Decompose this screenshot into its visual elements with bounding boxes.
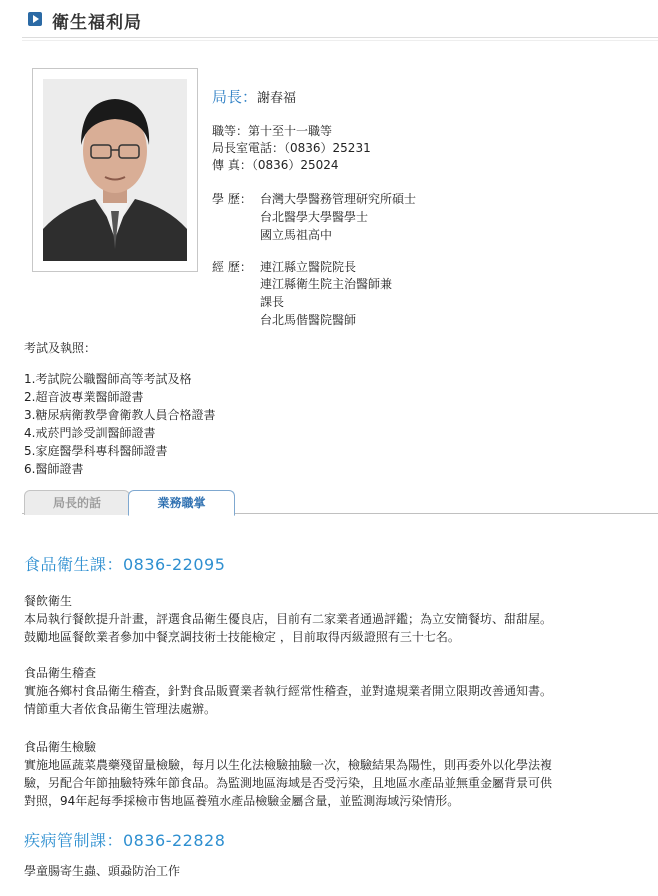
licenses-heading: 考試及執照： xyxy=(24,341,97,355)
block-title: 學童腸寄生蟲、頭蝨防治工作 xyxy=(24,864,181,878)
content-block xyxy=(24,664,644,718)
license-item: 6.醫師證書 xyxy=(24,462,84,476)
rank: 職等：第十至十一職等 xyxy=(212,124,333,138)
block-line: 實施各鄉村食品衛生稽查，針對食品販賣業者執行經常性稽查，並對違規業者開立限期改善通知書。 xyxy=(24,684,553,698)
license-item: 1.考試院公職醫師高等考試及格 xyxy=(24,372,192,386)
director-name-row xyxy=(212,86,296,107)
content-block xyxy=(24,862,644,880)
director-name: 謝春福 xyxy=(257,91,297,106)
director-label: 局長： xyxy=(212,88,258,106)
education-item: 台北醫學大學醫學士 xyxy=(260,210,369,224)
page-header xyxy=(22,4,658,36)
fax: 傳 真：（0836）25024 xyxy=(212,158,339,172)
content-block xyxy=(24,592,644,646)
experience-item: 連江縣衛生院主治醫師兼 xyxy=(260,277,393,291)
block-title: 食品衛生檢驗 xyxy=(24,740,97,754)
block-line: 對照，94年起每季採檢市售地區養殖水產品檢驗金屬含量，並監測海域污染情形。 xyxy=(24,794,460,808)
license-item: 4.戒菸門診受訓醫師證書 xyxy=(24,426,156,440)
education-item: 台灣大學醫務管理研究所碩士 xyxy=(260,192,417,206)
block-line: 情節重大者依食品衛生管理法處辦。 xyxy=(24,702,217,716)
license-item: 5.家庭醫學科專科醫師證書 xyxy=(24,444,168,458)
experience-item: 台北馬偕醫院醫師 xyxy=(260,313,357,327)
block-line: 本局執行餐飲提升計畫，評選食品衛生優良店，目前有二家業者通過評鑑；為立安簡餐坊、甜甜屋。 xyxy=(24,612,553,626)
experience-item: 課長 xyxy=(260,295,285,309)
office-phone: 局長室電話：（0836）25231 xyxy=(212,141,371,155)
license-item: 3.糖尿病衛教學會衛教人員合格證書 xyxy=(24,408,216,422)
section-heading-food-hygiene: 食品衛生課：0836-22095 xyxy=(24,555,226,574)
experience-item: 連江縣立醫院院長 xyxy=(260,260,357,274)
education-label: 學 歷： xyxy=(212,192,252,206)
arrow-bullet-icon xyxy=(28,12,42,26)
tab-duties[interactable]: 業務職掌 xyxy=(128,490,235,516)
divider xyxy=(22,40,658,41)
director-portrait xyxy=(43,79,187,261)
block-line: 驗，另配合年節抽驗特殊年節食品。為監測地區海域是否受污染，且地區水產品並無重金屬背景可供 xyxy=(24,776,553,790)
block-title: 食品衛生稽查 xyxy=(24,666,97,680)
block-line: 鼓勵地區餐飲業者參加中餐烹調技術士技能檢定 ，目前取得丙級證照有三十七名。 xyxy=(24,630,460,644)
tab-director-message[interactable]: 局長的話 xyxy=(24,490,130,515)
content-block xyxy=(24,738,644,810)
divider xyxy=(22,37,658,38)
block-title: 餐飲衛生 xyxy=(24,594,73,608)
experience-label: 經 歷： xyxy=(212,260,252,274)
page-title: 衛生福利局 xyxy=(52,13,142,33)
education-item: 國立馬祖高中 xyxy=(260,228,333,242)
block-line: 實施地區蔬菜農藥殘留量檢驗，每月以生化法檢驗抽驗一次，檢驗結果為陽性，則再委外以化學法複 xyxy=(24,758,553,772)
license-item: 2.超音波專業醫師證書 xyxy=(24,390,144,404)
photo-frame xyxy=(32,68,198,272)
section-heading-disease-control: 疾病管制課：0836-22828 xyxy=(24,831,226,850)
